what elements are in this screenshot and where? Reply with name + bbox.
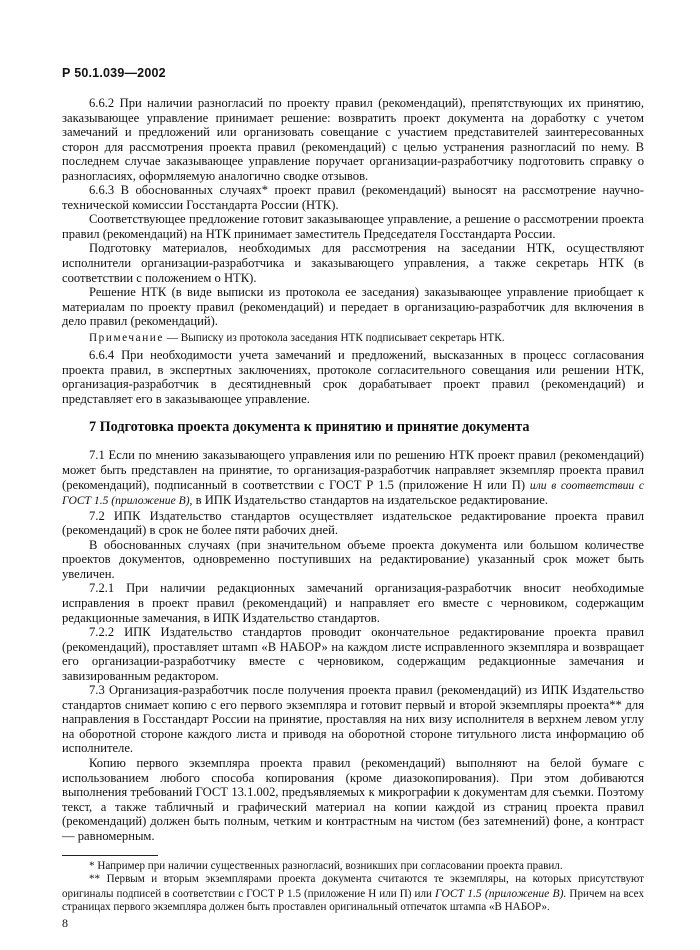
paragraph-7-2-2: 7.2.2 ИПК Издательство стандартов проводит окончательное редактирование проекта правил (рекомендаций), проставляет штамп «В НАБОР» на каждом листе исправленного экземпляра и возвращает его организации-разработчику вместе с черновиком, содержащим редакционные замечания и завизированным редактором. [62, 625, 644, 683]
paragraph: Решение НТК (в виде выписки из протокола ее заседания) заказывающее управление приобщает к материалам по проекту правил (рекомендаций) и передает в организацию-разработчик для включения в дело правил (рекомендаций). [62, 285, 644, 329]
footnote-1: * Например при наличии существенных разногласий, возникших при согласовании проекта правил. [89, 860, 563, 872]
p71-text: 7.1 Если по мнению заказывающего управления или по решению НТК проект правил (рекомендаций) может быть представлен на принятие, то организация-разработчик направляет экземпляр проекта правил (рекомендаций), подписанный в соответствии с ГОСТ Р 1.5 (приложение Н или П) [62, 448, 644, 492]
section-heading: 7 Подготовка проекта документа к принятию и принятие документа [89, 419, 530, 436]
note-text: — Выписку из протокола заседания НТК подписывает секретарь НТК. [163, 331, 505, 344]
footnote-2-text-end: Причем на всех страницах первого экземпляра должен быть проставлен оригинальный отпечаток штампа «В НАБОР». [62, 887, 645, 914]
paragraph-6-6-2: 6.6.2 При наличии разногласий по проекту правил (рекомендаций), препятствующих их принятию, заказывающее управление принимает решение: возвратить проект документа на доработку с учетом замечаний и предложений или организовать совещание с участием представителей заинтересованных сторон для рассмотрения проекта правил (рекомендаций) с целью устранения разногласий по нему. В последнем случае заказывающее управление поручает организации-разработчику подготовить справку о разногласиях, оформляемую аналогично сводке отзывов. [62, 96, 644, 183]
footnotes [62, 860, 644, 915]
paragraph: Подготовку материалов, необходимых для рассмотрения на заседании НТК, осуществляют исполнители организации-разработчика и заказывающего управления, а также секретарь НТК (в соответствии с положением о НТК). [62, 241, 644, 285]
p71-text-end: в ИПК Издательство стандартов на издательское редактирование. [192, 493, 549, 508]
paragraph: Копию первого экземпляра проекта правил (рекомендаций) выполняют на белой бумаге с использованием любого способа копирования (кроме диазокопирования). При этом добиваются выполнения требований ГОСТ 13.1.002, предъявляемых к микрографии к документам для съемки. Поэтому текст, а также табличный и графический материал на копии каждой из страниц проекта правил (рекомендаций) должен быть полным, четким и контрастным на чистом (без затемнений) фоне, а контраст — равномерным. [62, 755, 644, 843]
paragraph: В обоснованных случаях (при значительном объеме проекта документа или большом количестве проектов документов, одновременно поступивших на редактирование) указанный срок может быть увеличен. [62, 537, 644, 581]
paragraph-6-6-4: 6.6.4 При необходимости учета замечаний и предложений, высказанных в процесс согласования проекта правил, в экспертных заключениях, протоколе согласительного совещания или решении НТК, организация-разработчик в десятидневный срок дорабатывает проект правил (рекомендаций) и представляет его в заказывающее управление. [62, 348, 644, 406]
note-lead: Примечание [89, 331, 164, 344]
note [62, 331, 644, 346]
footnote-2 [62, 873, 644, 914]
footnote-2-text: ** Первым и вторым экземплярами проекта документа считаются те экземпляры, на которых присутствуют оригиналы подписей в соответствии с ГОСТ Р 1.5 (приложение Н или П) или [62, 873, 644, 900]
page-number: 8 [62, 916, 68, 930]
footnote-divider [62, 855, 158, 856]
footnote-2-italic: ГОСТ 1.5 (приложение В). [435, 886, 567, 900]
paragraph-7-1 [62, 448, 644, 508]
paragraph-7-2: 7.2 ИПК Издательство стандартов осуществляет издательское редактирование проекта правил (рекомендаций) в срок не более пяти рабочих дней. [62, 508, 644, 538]
paragraph-6-6-3: 6.6.3 В обоснованных случаях* проект правил (рекомендаций) выносят на рассмотрение научно-технической комиссии Госстандарта России (НТК). [62, 183, 644, 212]
document-code: Р 50.1.039—2002 [62, 66, 166, 80]
paragraph: Соответствующее предложение готовит заказывающее управление, а решение о рассмотрении проекта правил (рекомендаций) на НТК принимает заместитель Председателя Госстандарта России. [62, 212, 644, 241]
p71-italic: или в соответствии с ГОСТ 1.5 (приложение В), [62, 478, 644, 508]
main-text [62, 96, 644, 843]
paragraph-7-2-1: 7.2.1 При наличии редакционных замечаний организация-разработчик вносит необходимые исправления в проект правил (рекомендаций) и направляет его вместе с черновиком, содержащим редакционные замечания, в ИПК Издательство стандартов. [62, 581, 644, 625]
paragraph-7-3: 7.3 Организация-разработчик после получения проекта правил (рекомендаций) из ИПК Издательство стандартов снимает копию с его первого экземпляра и готовит первый и второй экземпляры проекта** для направления в Госстандарт России на принятие, проставляя на них визу исполнителя в верхнем левом углу на оборотной стороне каждого листа и приводя на оборотной стороне титульного листа информацию об исполнителе. [62, 683, 644, 756]
